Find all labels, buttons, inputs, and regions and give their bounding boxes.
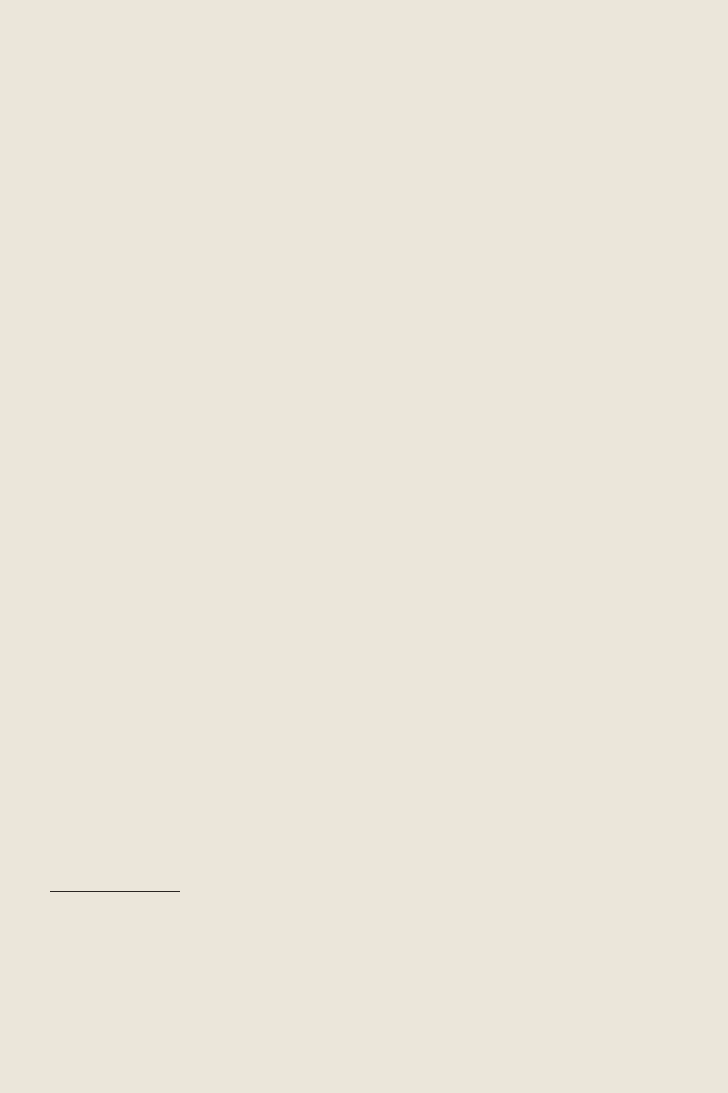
footnote-divider [50,891,180,892]
